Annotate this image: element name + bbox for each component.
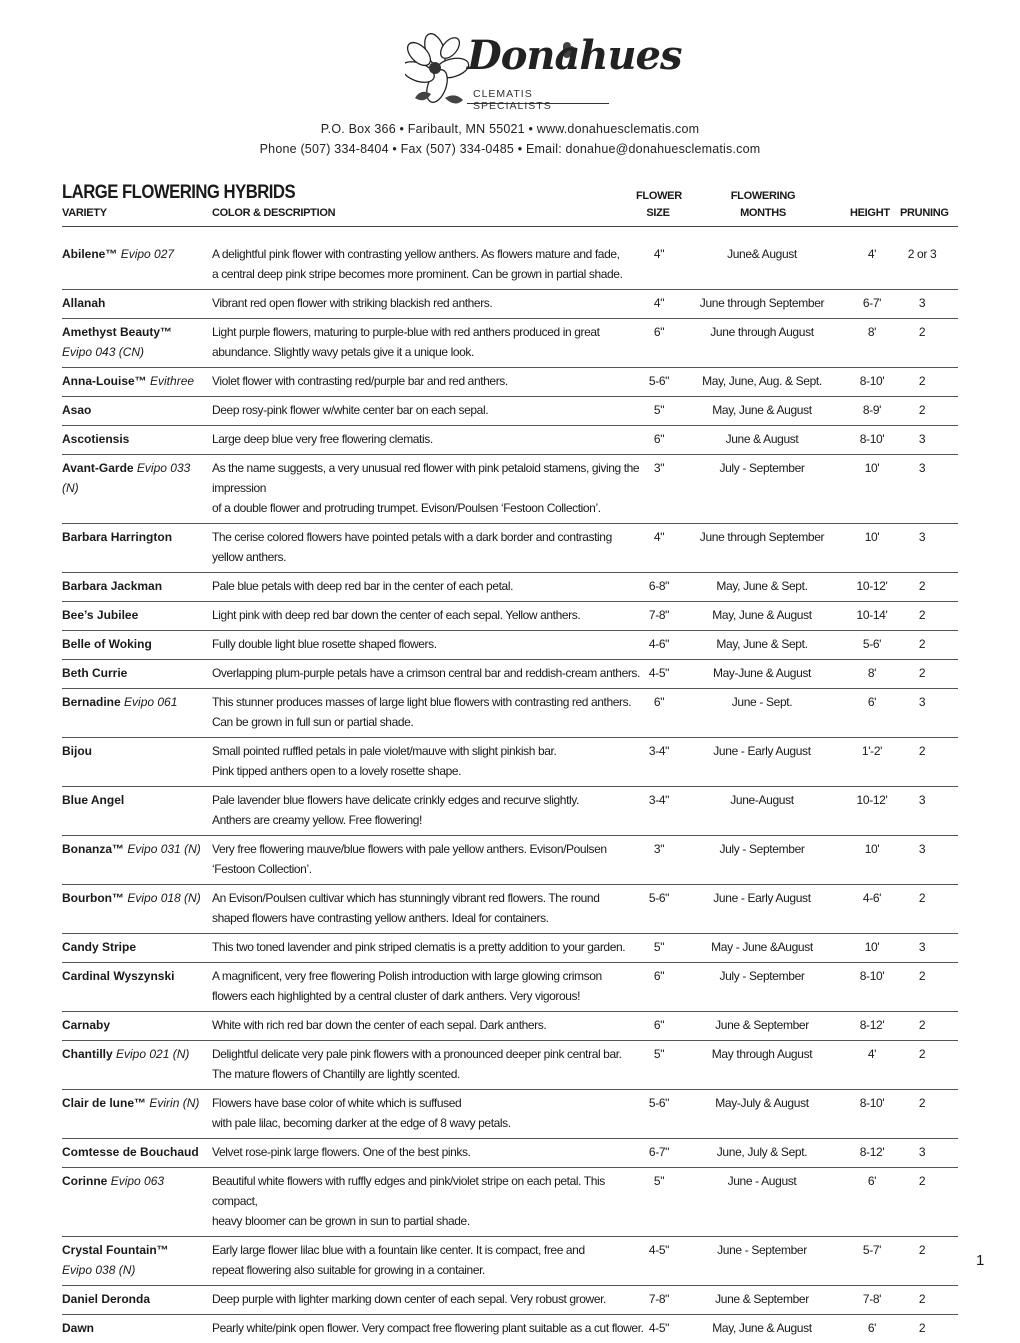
variety-label: Daniel Deronda [62,1292,151,1306]
pruning-group: 2 [918,1292,926,1306]
variety-name [62,634,210,654]
variety-label: Beth Currie [62,666,128,680]
description-line-1: Pale blue petals with deep red bar in the center of each petal. [212,579,514,593]
table-row [62,787,958,836]
flower-size: 4" [653,296,665,310]
pruning-group: 2 [918,1018,926,1032]
variety-description [212,790,652,830]
description-line-2: a central deep pink stripe becomes more prominent. Can be grown in partial shade. [212,267,623,281]
pruning-group: 2 [918,1243,926,1257]
pruning-group: 2 or 3 [907,247,937,261]
description-line-2: Pink tipped anthers open to a lovely rosette shape. [212,764,462,778]
header-flowering-months [715,188,811,222]
variety-description [212,1289,652,1309]
table-row [62,1012,958,1041]
pruning-group: 2 [918,374,926,388]
variety-name [62,966,210,986]
variety-label: Abilene™ [62,247,118,261]
table-row [62,241,958,290]
pruning-group: 2 [918,579,926,593]
plant-height: 6' [867,695,877,709]
flowering-months: July - September [719,842,805,856]
pruning-group: 3 [918,432,926,446]
variety-name [62,293,210,313]
variety-description [212,1093,652,1133]
pruning-group: 2 [918,1047,926,1061]
variety-name [62,458,210,498]
table-row [62,836,958,885]
variety-description [212,1044,652,1084]
description-line-2: shaped flowers have contrasting yellow anthers. Ideal for containers. [212,911,549,925]
header-flower-size [636,188,680,222]
description-line-1: Overlapping plum-purple petals have a crimson central bar and reddish-cream anthers. [212,666,640,680]
variety-name [62,576,210,596]
plant-height: 8-12' [859,1145,885,1159]
contact-address: P.O. Box 366 • Faribault, MN 55021 • www.donahuesclematis.com [320,122,700,136]
pruning-group: 3 [918,1145,926,1159]
plant-height: 10-14' [856,608,888,622]
table-row [62,1041,958,1090]
plant-height: 5-6' [862,637,882,651]
flowering-months: June & September [715,1018,809,1032]
variety-code: Evirin (N) [149,1096,200,1110]
header-pruning: PRUNING [900,207,949,219]
variety-name [62,429,210,449]
pruning-group: 2 [918,891,926,905]
header-rule [62,226,958,227]
variety-name [62,692,210,712]
flower-size: 5" [653,1174,665,1188]
pruning-group: 3 [918,530,926,544]
plant-height: 8-10' [859,1096,885,1110]
flower-size: 6" [653,1018,665,1032]
table-row [62,426,958,455]
contact-phone-email: Phone (507) 334-8404 • Fax (507) 334-0485 • Email: donahue@donahuesclematis.com [259,142,761,156]
description-line-1: A delightful pink flower with contrasting yellow anthers. As flowers mature and fade, [212,247,620,261]
flowering-months: May, June & Sept. [716,579,808,593]
plant-height: 8-10' [859,432,885,446]
plant-height: 6-7' [862,296,882,310]
flower-size: 4" [653,247,665,261]
variety-description [212,634,652,654]
variety-description [212,371,652,391]
flowering-months: June - Early August [713,891,811,905]
description-line-1: Large deep blue very free flowering clematis. [212,432,433,446]
variety-label: Asao [62,403,92,417]
donahues-logo [405,28,682,112]
flower-size: 3-4" [648,744,670,758]
variety-label: Belle of Woking [62,637,152,651]
pruning-group: 3 [918,695,926,709]
table-row [62,963,958,1012]
variety-name [62,1240,210,1280]
variety-name [62,839,210,859]
variety-name [62,400,210,420]
variety-label: Barbara Jackman [62,579,163,593]
pruning-group: 3 [918,296,926,310]
variety-label: Amethyst Beauty™ [62,325,173,339]
flowering-months: May - June &August [711,940,813,954]
plant-height: 8' [867,666,877,680]
flower-size: 5" [653,1047,665,1061]
plant-height: 8-10' [859,969,885,983]
description-line-2: flowers each highlighted by a central cluster of dark anthers. Very vigorous! [212,989,581,1003]
table-row [62,660,958,689]
description-line-1: As the name suggests, a very unusual red flower with pink petaloid stamens, giving the impression [212,461,640,495]
variety-description [212,1142,652,1162]
table-row [62,689,958,738]
flowering-months: June - Sept. [731,695,793,709]
table-row [62,455,958,524]
variety-label: Anna-Louise™ [62,374,147,388]
plant-height: 4' [867,1047,877,1061]
description-line-1: This stunner produces masses of large light blue flowers with contrasting red anthers. [212,695,632,709]
variety-code: Evipo 018 (N) [127,891,201,905]
variety-description [212,527,652,567]
description-line-1: Small pointed ruffled petals in pale violet/mauve with slight pinkish bar. [212,744,557,758]
flower-size: 7-8" [648,608,670,622]
pruning-group: 3 [918,461,926,475]
plant-height: 8' [867,325,877,339]
tagline-rule [467,103,609,104]
variety-description [212,1318,652,1338]
pruning-group: 3 [918,793,926,807]
table-row [62,1315,958,1343]
flower-size: 3" [653,842,665,856]
variety-label: Barbara Harrington [62,530,173,544]
description-line-1: Pale lavender blue flowers have delicate crinkly edges and recurve slightly. [212,793,579,807]
description-line-1: An Evison/Poulsen cultivar which has stunningly vibrant red flowers. The round [212,891,600,905]
header-description: COLOR & DESCRIPTION [212,207,336,219]
flowering-months: May-July & August [715,1096,809,1110]
table-row [62,934,958,963]
table-row [62,1139,958,1168]
variety-name [62,790,210,810]
brand-name: Donahues [467,32,682,79]
description-line-2: Anthers are creamy yellow. Free flowering! [212,813,422,827]
description-line-1: Deep rosy-pink flower w/white center bar on each sepal. [212,403,489,417]
variety-label: Carnaby [62,1018,111,1032]
variety-code-line2: Evipo 043 (CN) [62,345,145,359]
flower-size: 5" [653,403,665,417]
variety-name [62,1044,210,1064]
flowering-months: May, June, Aug. & Sept. [702,374,822,388]
table-row [62,368,958,397]
variety-name [62,1171,210,1191]
description-line-1: Flowers have base color of white which is suffused [212,1096,462,1110]
table-row [62,885,958,934]
flower-size: 4-5" [648,666,670,680]
variety-description [212,1015,652,1035]
flowering-months: May, June & August [712,608,812,622]
plant-height: 6' [867,1321,877,1335]
plant-height: 5-7' [862,1243,882,1257]
header-height: HEIGHT [850,207,890,219]
description-line-1: Delightful delicate very pale pink flowers with a pronounced deeper pink central bar. [212,1047,622,1061]
description-line-1: Velvet rose-pink large flowers. One of the best pinks. [212,1145,471,1159]
variety-description [212,576,652,596]
variety-label: Clair de lune™ [62,1096,147,1110]
description-line-1: This two toned lavender and pink striped clematis is a pretty addition to your garden. [212,940,626,954]
variety-name [62,527,210,547]
table-row [62,573,958,602]
description-line-1: The cerise colored flowers have pointed petals with a dark border and contrasting [212,530,612,544]
table-row [62,319,958,368]
variety-description [212,741,652,781]
flower-size: 7-8" [648,1292,670,1306]
table-row [62,397,958,426]
flowering-months: June through September [699,296,825,310]
flowering-months: June & August [725,432,799,446]
plant-height: 10-12' [856,793,888,807]
flowering-months: May, June & Sept. [716,637,808,651]
variety-description [212,663,652,683]
table-row [62,1237,958,1286]
pruning-group: 3 [918,842,926,856]
description-line-1: Deep purple with lighter marking down center of each sepal. Very robust grower. [212,1292,606,1306]
plant-height: 10' [864,461,880,475]
description-line-1: Beautiful white flowers with ruffly edges and pink/violet stripe on each petal. This compact, [212,1174,605,1208]
pruning-group: 2 [918,325,926,339]
variety-code: Evipo 031 (N) [127,842,201,856]
flowering-months: June& August [727,247,797,261]
variety-label: Bernadine [62,695,121,709]
table-row [62,602,958,631]
description-line-1: Very free flowering mauve/blue flowers with pale yellow anthers. Evison/Poulsen ‘Festoon Collection’. [212,842,607,876]
flower-size: 5-6" [648,891,670,905]
variety-label: Bijou [62,744,92,758]
page-number: 1 [976,1252,985,1269]
table-row [62,738,958,787]
table-row [62,631,958,660]
variety-name [62,1142,210,1162]
variety-description [212,839,652,879]
plant-height: 4-6' [862,891,882,905]
flowering-months: June - Early August [713,744,811,758]
header-months-top: FLOWERING [730,190,796,202]
pruning-group: 2 [918,1321,926,1335]
flower-size: 5" [653,940,665,954]
flowering-months: June through August [710,325,814,339]
variety-description [212,244,652,284]
description-line-2: The mature flowers of Chantilly are lightly scented. [212,1067,460,1081]
header-variety: VARIETY [62,207,107,219]
header-months-bottom: MONTHS [740,207,786,219]
pruning-group: 2 [918,1096,926,1110]
variety-label: Allanah [62,296,106,310]
pruning-group: 3 [918,940,926,954]
variety-code: Evipo 061 [124,695,178,709]
plant-height: 8-12' [859,1018,885,1032]
variety-name [62,605,210,625]
variety-label: Candy Stripe [62,940,137,954]
description-line-2: Can be grown in full sun or partial shade. [212,715,414,729]
plant-height: 8-9' [862,403,882,417]
variety-description [212,429,652,449]
variety-label: Ascotiensis [62,432,130,446]
varieties-table [62,241,958,1343]
plant-height: 6' [867,1174,877,1188]
variety-label: Dawn [62,1321,95,1335]
table-row [62,1286,958,1315]
plant-height: 10-12' [856,579,888,593]
variety-name [62,1289,210,1309]
variety-label: Crystal Fountain™ [62,1243,169,1257]
plant-height: 10' [864,842,880,856]
pruning-group: 2 [918,608,926,622]
description-line-2: of a double flower and protruding trumpet. Evison/Poulsen ‘Festoon Collection’. [212,501,601,515]
variety-name [62,1093,210,1113]
variety-label: Chantilly [62,1047,113,1061]
plant-height: 10' [864,530,880,544]
flower-size: 5-6" [648,1096,670,1110]
variety-code: Evipo 021 (N) [116,1047,190,1061]
flowering-months: July - September [719,461,805,475]
variety-name [62,741,210,761]
variety-label: Avant-Garde [62,461,134,475]
description-line-1: White with rich red bar down the center of each sepal. Dark anthers. [212,1018,547,1032]
pruning-group: 2 [918,744,926,758]
description-line-1: Light pink with deep red bar down the center of each sepal. Yellow anthers. [212,608,581,622]
description-line-2: with pale lilac, becoming darker at the edge of 8 wavy petals. [212,1116,511,1130]
plant-height: 7-8' [862,1292,882,1306]
header-size-bottom: SIZE [646,207,670,219]
variety-label: Bee’s Jubilee [62,608,139,622]
variety-description [212,937,652,957]
brand-tagline: CLEMATIS SPECIALISTS [473,88,552,112]
plant-height: 8-10' [859,374,885,388]
flower-size: 6" [653,695,665,709]
flowering-months: June - August [727,1174,797,1188]
variety-description [212,458,652,518]
pruning-group: 2 [918,666,926,680]
variety-name [62,1318,210,1338]
description-line-1: Fully double light blue rosette shaped flowers. [212,637,437,651]
flowering-months: May through August [711,1047,813,1061]
variety-code: Evipo 027 [120,247,175,261]
variety-label: Cardinal Wyszynski [62,969,175,983]
variety-description [212,888,652,928]
variety-description [212,400,652,420]
flower-size: 4-6" [648,637,670,651]
flower-size: 4-5" [648,1321,670,1335]
variety-name [62,663,210,683]
pruning-group: 2 [918,403,926,417]
table-row [62,290,958,319]
variety-label: Comtesse de Bouchaud [62,1145,199,1159]
flower-size: 4" [653,530,665,544]
variety-name [62,1015,210,1035]
flowering-months: June - September [717,1243,807,1257]
description-line-1: Pearly white/pink open flower. Very compact free flowering plant suitable as a cut flower. [212,1321,644,1335]
description-line-1: Early large flower lilac blue with a fountain like center. It is compact, free and [212,1243,585,1257]
plant-height: 1'-2' [861,744,883,758]
variety-label: Bourbon™ [62,891,124,905]
variety-description [212,1240,652,1280]
description-line-2: repeat flowering also suitable for growing in a container. [212,1263,485,1277]
variety-name [62,371,210,391]
description-line-2: abundance. Slightly wavy petals give it a unique look. [212,345,474,359]
variety-code: Evipo 063 [110,1174,165,1188]
variety-label: Bonanza™ [62,842,125,856]
variety-description [212,692,652,732]
flowering-months: May, June & August [712,403,812,417]
variety-code: Evipo 033 (N) [62,461,191,495]
variety-code: Evithree [150,374,195,388]
section-title: LARGE FLOWERING HYBRIDS [62,182,296,203]
description-line-2: yellow anthers. [212,550,287,564]
variety-name [62,322,210,362]
variety-description [212,1171,652,1231]
description-line-1: Violet flower with contrasting red/purple bar and red anthers. [212,374,508,388]
flower-size: 6-8" [648,579,670,593]
table-row [62,1090,958,1139]
description-line-1: Light purple flowers, maturing to purple-blue with red anthers produced in great [212,325,600,339]
flower-size: 3-4" [648,793,670,807]
header-size-top: FLOWER [636,190,682,202]
variety-description [212,322,652,362]
pruning-group: 2 [918,1174,926,1188]
flower-size: 6-7" [648,1145,670,1159]
flower-size: 6" [653,432,665,446]
pruning-group: 2 [918,969,926,983]
variety-description [212,293,652,313]
flower-size: 4-5" [648,1243,670,1257]
variety-description [212,605,652,625]
flower-size: 3" [653,461,665,475]
flowering-months: May, June & August [712,1321,812,1335]
flowering-months: June & September [715,1292,809,1306]
flowering-months: June-August [730,793,794,807]
plant-height: 4' [867,247,877,261]
variety-name [62,244,210,264]
flower-size: 6" [653,969,665,983]
variety-label: Blue Angel [62,793,125,807]
plant-height: 10' [864,940,880,954]
pruning-group: 2 [918,637,926,651]
flowering-months: June through September [699,530,825,544]
variety-name [62,937,210,957]
description-line-2: heavy bloomer can be grown in sun to partial shade. [212,1214,470,1228]
table-row [62,524,958,573]
flower-size: 5-6" [648,374,670,388]
description-line-1: Vibrant red open flower with striking blackish red anthers. [212,296,493,310]
variety-description [212,966,652,1006]
description-line-1: A magnificent, very free flowering Polish introduction with large glowing crimson [212,969,602,983]
variety-name [62,888,210,908]
variety-code-line2: Evipo 038 (N) [62,1263,136,1277]
flowering-months: July - September [719,969,805,983]
flowering-months: May-June & August [712,666,812,680]
table-row [62,1168,958,1237]
flower-size: 6" [653,325,665,339]
flowering-months: June, July & Sept. [716,1145,808,1159]
variety-label: Corinne [62,1174,108,1188]
